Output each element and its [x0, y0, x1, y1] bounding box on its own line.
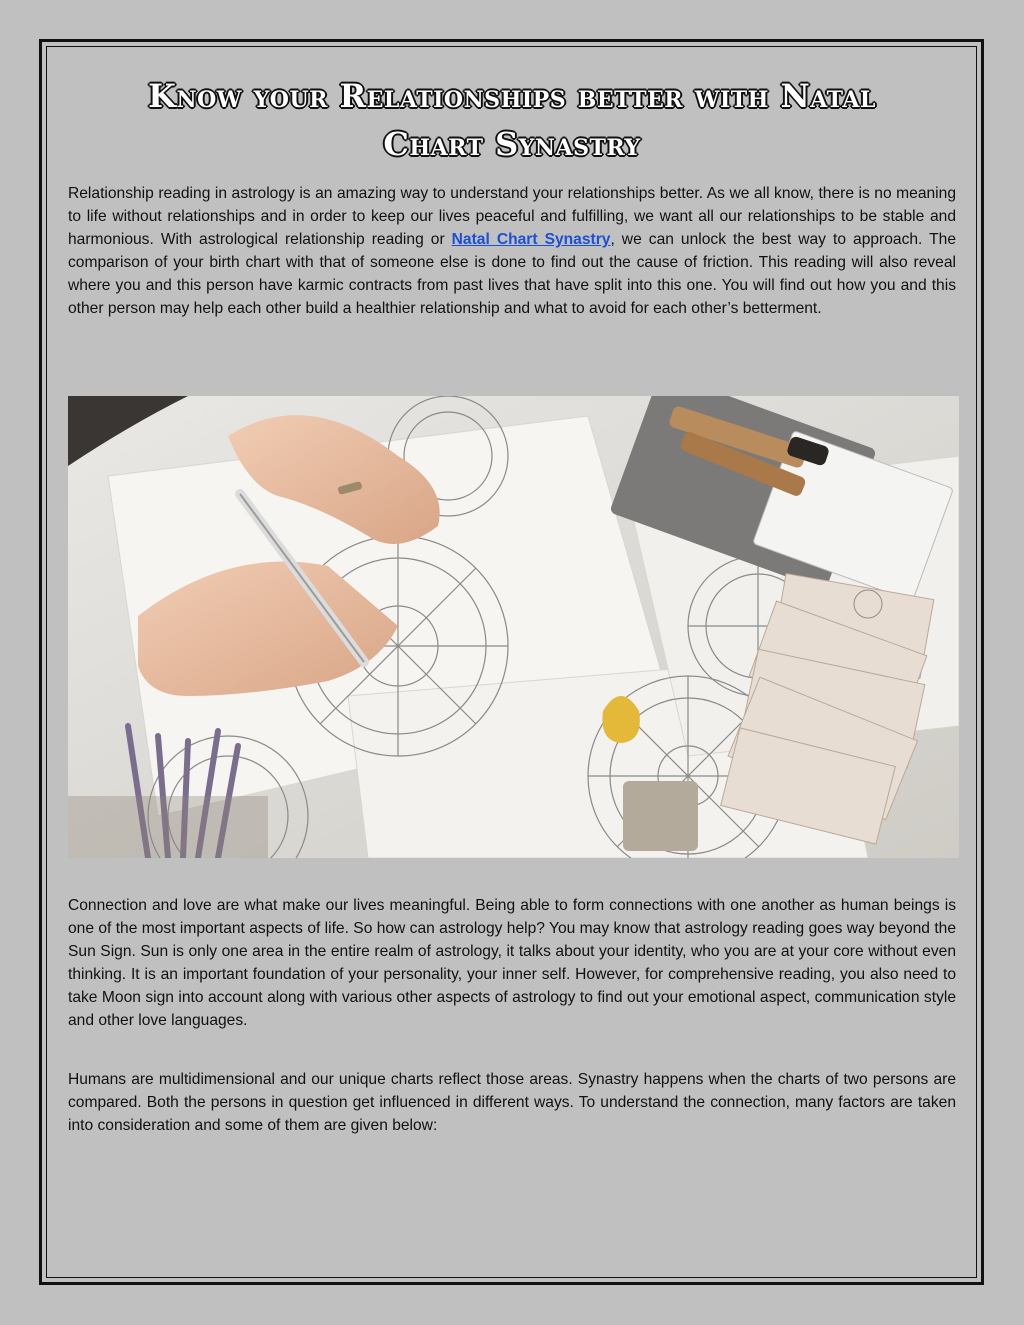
intro-paragraph — [68, 182, 956, 320]
page-title — [60, 72, 964, 168]
title-line-2: Chart Synastry — [383, 125, 641, 163]
natal-chart-synastry-link[interactable]: Natal Chart Synastry — [451, 231, 611, 248]
synastry-paragraph: Humans are multidimensional and our unique charts reflect those areas. Synastry happens when the charts of two persons are compared. Both the persons in question get influenced in different ways. To understand the connection, many factors are taken into consideration and some of them are given below: — [68, 1071, 956, 1134]
intro-text-start: Relationship reading in astrology is an amazing way to understand your relationships better. As we all know, there is no meaning to life without relationships and in order to keep our lives peaceful and fulfilling, we want all our relationships to be stable and harmonious. With astrological relationship reading or — [68, 185, 956, 248]
connection-paragraph: Connection and love are what make our lives meaningful. Being able to form connections with one another as human beings is one of the most important aspects of life. So how can astrology help? You may know that astrology reading goes way beyond the Sun Sign. Sun is only one area in the entire realm of astrology, it talks about your identity, who you are at your core without even thinking. It is an important foundation of your personality, your inner self. However, for comprehensive reading, you also need to take Moon sign into account along with various other aspects of astrology to find out your emotional aspect, communication style and other love languages. — [68, 897, 956, 1029]
intro-text-end: , we can unlock the best way to approach. The comparison of your birth chart with that of someone else is done to find out the cause of friction. This reading will also reveal where you and this person have karmic contracts from past lives that have split into this one. You will find out how you and this other person may help each other build a healthier relationship and what to avoid for each other’s betterment. — [68, 231, 956, 317]
title-line-1: Know your Relationships better with Natal — [148, 77, 876, 115]
astrology-chart-photo — [68, 396, 959, 858]
